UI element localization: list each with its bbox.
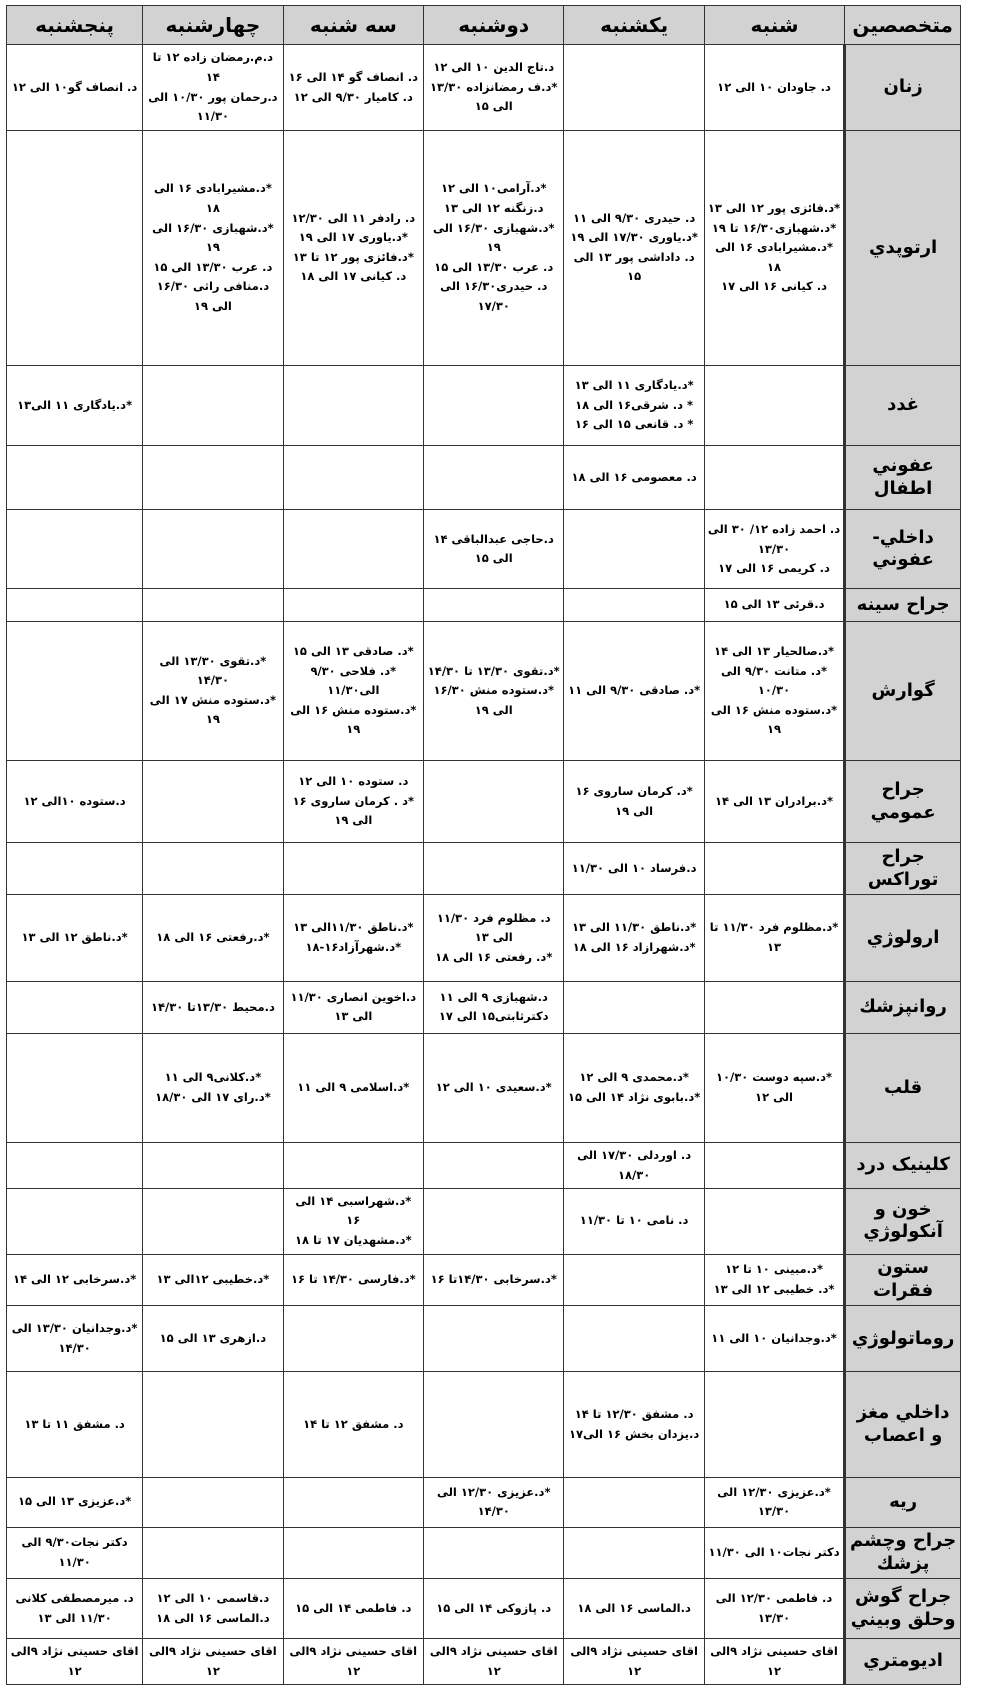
doctor-entry: *د.یادگاری ۱۱ الی۱۳ [17, 397, 133, 412]
schedule-cell-saturday [704, 1188, 844, 1254]
schedule-cell-saturday [704, 446, 844, 510]
schedule-cell-monday [424, 446, 564, 510]
doctor-entry: *د.ستوده منش ۱۶ الی ۱۹ [710, 702, 838, 737]
schedule-cell-sunday [564, 1477, 704, 1527]
schedule-cell-tuesday [283, 895, 423, 982]
schedule-cell-thursday [7, 760, 143, 843]
doctor-entry: *د.ف رمضانزاده ۱۳/۳۰ الی ۱۵ [430, 79, 558, 114]
schedule-cell-monday [424, 1579, 564, 1639]
doctor-entry: دکتر نجات۹/۳۰ الی ۱۱/۳۰ [21, 1535, 128, 1569]
schedule-cell-tuesday [283, 1254, 423, 1306]
schedule-cell-saturday [704, 622, 844, 761]
doctor-entry: د. انصاف گو۱۰ الی ۱۲ [11, 79, 138, 94]
schedule-cell-thursday [7, 589, 143, 622]
schedule-row [7, 1188, 961, 1254]
schedule-cell-tuesday [283, 1477, 423, 1527]
doctor-entry: د.منافی راثی ۱۶/۳۰ الی ۱۹ [156, 279, 270, 313]
header-tuesday: سه شنبه [283, 6, 423, 45]
header-specialists: متخصصین [845, 6, 961, 45]
specialty-label: ارتوپدي [845, 131, 961, 366]
schedule-cell-sunday [564, 1254, 704, 1306]
schedule-cell-sunday [564, 981, 704, 1033]
doctor-entry: *د.یادگاری ۱۱ الی ۱۳ [574, 378, 694, 393]
schedule-cell-saturday [704, 760, 844, 843]
doctor-entry: *د.مظلوم فرد ۱۱/۳۰ تا ۱۳ [709, 920, 839, 955]
schedule-cell-sunday [564, 446, 704, 510]
schedule-cell-thursday [7, 510, 143, 589]
doctor-entry: *د.سعیدی ۱۰ الی ۱۲ [435, 1080, 552, 1095]
doctor-entry: د. انصاف گو ۱۴ الی ۱۶ [288, 69, 419, 84]
schedule-cell-saturday [704, 510, 844, 589]
specialty-label: جراح توراکس [845, 843, 961, 895]
schedule-cell-saturday [704, 1372, 844, 1477]
schedule-cell-tuesday [283, 510, 423, 589]
schedule-cell-wednesday [143, 622, 283, 761]
doctor-entry: *د . کرمان ساروی ۱۶ الی ۱۹ [292, 793, 414, 828]
doctor-entry: *د.تقوی ۱۳/۳۰ تا ۱۴/۳۰ [427, 663, 560, 678]
header-wednesday: چهارشنبه [143, 6, 283, 45]
schedule-cell-thursday [7, 895, 143, 982]
schedule-cell-thursday [7, 1188, 143, 1254]
doctor-entry: د. حیدری۱۶/۳۰ الی ۱۷/۳۰ [440, 279, 548, 313]
doctor-entry: د.الماسی ۱۶ الی ۱۸ [156, 1610, 270, 1625]
doctor-entry: د. ستوده ۱۰ الی ۱۲ [298, 774, 409, 789]
doctor-entry: *د.تقوی ۱۳/۳۰ الی ۱۴/۳۰ [159, 653, 267, 688]
schedule-row [7, 760, 961, 843]
schedule-cell-sunday [564, 760, 704, 843]
schedule-cell-tuesday [283, 1372, 423, 1477]
schedule-cell-tuesday [283, 589, 423, 622]
schedule-cell-sunday [564, 1143, 704, 1189]
schedule-cell-monday [424, 1143, 564, 1189]
doctor-entry: *د.کلانی۹ الی ۱۱ [164, 1070, 262, 1085]
schedule-cell-sunday [564, 1527, 704, 1579]
schedule-cell-saturday [704, 131, 844, 366]
schedule-cell-thursday [7, 843, 143, 895]
doctor-entry: *د. فلاحی ۹/۳۰ الی۱۱/۳۰ [310, 663, 397, 698]
schedule-cell-sunday [564, 1188, 704, 1254]
doctor-entry: د.یزدان بخش ۱۶ الی۱۷ [568, 1426, 700, 1441]
doctor-entry: د. میرمصطفی کلانی ۱۱/۳۰ الی ۱۳ [15, 1591, 134, 1625]
doctor-entry: *د.یاوری ۱۷ الی ۱۹ [298, 230, 408, 245]
schedule-cell-sunday [564, 510, 704, 589]
schedule-cell-thursday [7, 1254, 143, 1306]
schedule-cell-monday [424, 1527, 564, 1579]
doctor-entry: *د.فائزی پور ۱۲ تا ۱۳ [292, 249, 414, 264]
schedule-cell-monday [424, 365, 564, 446]
schedule-cell-wednesday [143, 45, 283, 131]
doctor-entry: *د.وجدانیان ۱۰ الی ۱۱ [711, 1331, 837, 1346]
schedule-cell-saturday [704, 1033, 844, 1143]
doctor-entry: د.شهبازی ۹ الی ۱۱ [439, 989, 548, 1004]
schedule-cell-tuesday [283, 1188, 423, 1254]
schedule-row [7, 131, 961, 366]
doctor-entry: *د. رفعتی ۱۶ الی ۱۸ [435, 949, 553, 964]
schedule-cell-thursday [7, 446, 143, 510]
schedule-cell-thursday [7, 365, 143, 446]
specialty-label: روانپزشك [845, 981, 961, 1033]
specialty-label: ادیومتري [845, 1639, 961, 1685]
schedule-cell-tuesday [283, 981, 423, 1033]
schedule-row [7, 1372, 961, 1477]
doctor-entry: *د.خطیبی ۱۲الی ۱۳ [156, 1272, 270, 1287]
specialty-label: ریه [845, 1477, 961, 1527]
doctor-entry: د.تاج الدین ۱۰ الی ۱۲ [433, 60, 555, 75]
specialty-label: قلب [845, 1033, 961, 1143]
schedule-cell-tuesday [283, 1033, 423, 1143]
doctor-entry: د. عرب ۱۳/۳۰ الی ۱۵ [434, 259, 554, 274]
doctor-entry: د. فاطمی ۱۲/۳۰ الی ۱۳/۳۰ [715, 1591, 833, 1625]
doctor-entry: *د.ستوده منش ۱۶/۳۰ الی ۱۹ [433, 683, 554, 717]
header-sunday: یکشنبه [564, 6, 704, 45]
schedule-row [7, 1143, 961, 1189]
schedule-cell-monday [424, 1254, 564, 1306]
specialty-label: داخلي- عفوني [845, 510, 961, 589]
specialty-label: روماتولوژي [845, 1306, 961, 1372]
schedule-cell-saturday [704, 45, 844, 131]
schedule-cell-tuesday [283, 446, 423, 510]
doctor-entry: د.زنگنه ۱۲ الی ۱۳ [443, 201, 544, 215]
schedule-cell-wednesday [143, 589, 283, 622]
doctor-entry: د. نامی ۱۰ تا ۱۱/۳۰ [579, 1213, 689, 1228]
doctor-entry: د.الماسی ۱۶ الی ۱۸ [577, 1600, 691, 1615]
doctor-entry: د. احمد زاده ۱۲/ ۳۰ الی ۱۳/۳۰ [707, 521, 841, 556]
doctor-entry: د. داداشی پور ۱۳ الی ۱۵ [573, 249, 695, 284]
doctor-entry: *د.ستوده منش ۱۶ الی ۱۹ [290, 702, 417, 737]
schedule-cell-tuesday [283, 1306, 423, 1372]
doctor-entry: *د.شهبازی۱۶/۳۰ تا ۱۹ [711, 220, 837, 235]
doctor-entry: *د.شهرآزاد۱۶-۱۸ [305, 940, 402, 955]
specialty-label: گوارش [845, 622, 961, 761]
schedule-cell-wednesday [143, 1477, 283, 1527]
schedule-cell-monday [424, 589, 564, 622]
header-row [7, 6, 961, 45]
schedule-row [7, 45, 961, 131]
schedule-cell-monday [424, 1477, 564, 1527]
doctor-entry: *د.سپه دوست ۱۰/۳۰ الی ۱۲ [715, 1070, 833, 1104]
doctor-entry: *د.بابوی نژاد ۱۴ الی ۱۵ [567, 1089, 701, 1104]
schedule-cell-wednesday [143, 895, 283, 982]
doctor-entry: د. پازوکی ۱۴ الی ۱۵ [436, 1600, 552, 1615]
doctor-entry: *د.ستوده منش ۱۷ الی ۱۹ [149, 692, 277, 727]
schedule-row [7, 589, 961, 622]
schedule-cell-monday [424, 981, 564, 1033]
schedule-cell-wednesday [143, 1254, 283, 1306]
doctor-entry: *د.عزیزی ۱۳ الی ۱۵ [17, 1494, 132, 1509]
specialty-label: جراح عمومي [845, 760, 961, 843]
doctor-entry: د.م.رمضان زاده ۱۲ تا ۱۴ [152, 50, 274, 84]
schedule-body [7, 45, 961, 1685]
schedule-cell-thursday [7, 1477, 143, 1527]
doctor-entry: *د.شهبازی ۱۶/۳۰ الی ۱۹ [432, 220, 555, 255]
schedule-row [7, 1527, 961, 1579]
doctor-entry: *د. متانت ۹/۳۰ الی ۱۰/۳۰ [720, 663, 828, 698]
schedule-cell-sunday [564, 1372, 704, 1477]
schedule-cell-wednesday [143, 981, 283, 1033]
schedule-cell-monday [424, 1033, 564, 1143]
doctor-entry: د. جاودان ۱۰ الی ۱۲ [717, 79, 831, 94]
doctor-entry: اقای حسینی نژاد ۹الی ۱۲ [149, 1644, 277, 1678]
doctor-entry: *د.برادران ۱۳ الی ۱۴ [715, 793, 834, 808]
schedule-cell-sunday [564, 1639, 704, 1685]
doctor-entry: *د.صالحیار ۱۳ الی ۱۴ [714, 644, 835, 659]
schedule-cell-wednesday [143, 1143, 283, 1189]
doctor-entry: *د.محمدی ۹ الی ۱۲ [579, 1070, 689, 1085]
doctor-entry: *د.فارسی ۱۴/۳۰ تا ۱۶ [290, 1272, 416, 1287]
doctor-entry: *د.مشهدیان ۱۷ تا ۱۸ [295, 1232, 412, 1247]
schedule-cell-monday [424, 1372, 564, 1477]
schedule-cell-tuesday [283, 1143, 423, 1189]
schedule-cell-saturday [704, 1527, 844, 1579]
schedule-cell-tuesday [283, 843, 423, 895]
doctor-entry: *د.عزیزی ۱۲/۳۰ الی ۱۴/۳۰ [436, 1484, 551, 1519]
doctor-entry: دکترثابتی۱۵ الی ۱۷ [438, 1009, 549, 1024]
schedule-cell-tuesday [283, 365, 423, 446]
doctor-entry: *د.ناطق ۱۲ الی ۱۳ [21, 930, 128, 945]
specialty-label: جراح وچشم پزشك [845, 1527, 961, 1579]
doctor-entry: د.فرساد ۱۰ الی ۱۱/۳۰ [571, 860, 697, 875]
schedule-cell-wednesday [143, 843, 283, 895]
schedule-cell-saturday [704, 981, 844, 1033]
doctor-entry: د. اوردلی ۱۷/۳۰ الی ۱۸/۳۰ [577, 1147, 692, 1182]
schedule-cell-wednesday [143, 1306, 283, 1372]
doctor-entry: *د.ناطق ۱۱/۳۰ الی ۱۳ [571, 920, 697, 935]
schedule-cell-tuesday [283, 1639, 423, 1685]
doctor-entry: *د.رفعتی ۱۶ الی ۱۸ [156, 930, 270, 945]
doctor-entry: د. مشفق ۱۲/۳۰ تا ۱۴ [574, 1407, 694, 1422]
schedule-cell-monday [424, 1306, 564, 1372]
doctor-entry: *د.عزیزی ۱۲/۳۰ الی ۱۳/۳۰ [717, 1484, 831, 1519]
schedule-cell-monday [424, 760, 564, 843]
schedule-cell-wednesday [143, 1639, 283, 1685]
doctor-entry: د.اخوین انصاری ۱۱/۳۰ الی ۱۳ [290, 989, 417, 1024]
specialty-label: جراح گوش وحلق وبيني [845, 1579, 961, 1639]
specialty-label: کلینیک درد [845, 1143, 961, 1189]
schedule-cell-thursday [7, 1579, 143, 1639]
schedule-cell-tuesday [283, 131, 423, 366]
doctor-entry: د. عرب ۱۳/۳۰ الی ۱۵ [153, 259, 273, 274]
schedule-cell-thursday [7, 1306, 143, 1372]
schedule-cell-saturday [704, 1254, 844, 1306]
doctor-entry: د. مظلوم فرد ۱۱/۳۰ الی ۱۳ [436, 910, 551, 945]
schedule-cell-tuesday [283, 1579, 423, 1639]
schedule-cell-wednesday [143, 1372, 283, 1477]
schedule-cell-sunday [564, 45, 704, 131]
doctor-entry: د. مشفق ۱۲ تا ۱۴ [303, 1416, 404, 1431]
doctor-entry: *د. صادقی ۹/۳۰ الی ۱۱ [568, 683, 701, 698]
schedule-cell-sunday [564, 1579, 704, 1639]
schedule-cell-thursday [7, 45, 143, 131]
specialty-label: داخلي مغز و اعصاب [845, 1372, 961, 1477]
schedule-cell-tuesday [283, 45, 423, 131]
schedule-cell-thursday [7, 1372, 143, 1477]
header-saturday: شنبه [704, 6, 844, 45]
schedule-cell-wednesday [143, 1188, 283, 1254]
schedule-cell-wednesday [143, 1579, 283, 1639]
specialty-label: ستون فقرات [845, 1254, 961, 1306]
schedule-cell-wednesday [143, 131, 283, 366]
schedule-cell-wednesday [143, 1033, 283, 1143]
schedule-cell-sunday [564, 622, 704, 761]
doctor-entry: * د. قانعی ۱۵ الی ۱۶ [574, 417, 694, 432]
schedule-cell-tuesday [283, 1527, 423, 1579]
schedule-cell-monday [424, 895, 564, 982]
schedule-row [7, 510, 961, 589]
doctor-entry: اقای حسینی نژاد ۹الی ۱۲ [289, 1644, 418, 1678]
schedule-cell-monday [424, 45, 564, 131]
schedule-cell-sunday [564, 843, 704, 895]
header-thursday: پنجشنبه [7, 6, 143, 45]
doctor-entry: د. کیانی ۱۷ الی ۱۸ [300, 269, 407, 284]
schedule-cell-thursday [7, 1639, 143, 1685]
doctor-entry: *د.آرامی۱۰ الی ۱۲ [440, 181, 547, 196]
doctor-entry: *د.یاوری ۱۷/۳۰ الی ۱۹ [570, 230, 698, 245]
doctor-entry: *د.شهراسبی ۱۴ الی ۱۶ [295, 1193, 412, 1228]
schedule-row [7, 622, 961, 761]
schedule-cell-tuesday [283, 622, 423, 761]
doctor-entry: *د.وجدانیان ۱۳/۳۰ الی ۱۴/۳۰ [11, 1321, 138, 1355]
doctor-entry: *د.شهبازی ۱۶/۳۰ الی ۱۹ [152, 220, 274, 255]
doctor-entry: د.قاسمی ۱۰ الی ۱۲ [156, 1591, 270, 1606]
schedule-cell-thursday [7, 1033, 143, 1143]
doctor-entry: د. حیدری ۹/۳۰ الی ۱۱ [572, 210, 696, 225]
schedule-cell-tuesday [283, 760, 423, 843]
doctor-entry: د. کامیار ۹/۳۰ الی ۱۲ [293, 89, 413, 104]
schedule-row [7, 446, 961, 510]
schedule-cell-sunday [564, 131, 704, 366]
doctor-entry: اقای حسینی نژاد ۹الی ۱۲ [710, 1644, 838, 1678]
specialty-label: ارولوژي [845, 895, 961, 982]
schedule-cell-wednesday [143, 446, 283, 510]
schedule-row [7, 1254, 961, 1306]
doctor-entry: د. رادفر ۱۱ الی ۱۲/۳۰ [291, 210, 416, 225]
schedule-cell-wednesday [143, 760, 283, 843]
doctor-entry: دکتر نجات۱۰ الی ۱۱/۳۰ [708, 1545, 840, 1560]
schedule-cell-saturday [704, 895, 844, 982]
schedule-cell-saturday [704, 1143, 844, 1189]
doctor-entry: د.ازهری ۱۳ الی ۱۵ [159, 1331, 267, 1346]
schedule-row [7, 981, 961, 1033]
doctor-entry: *د.سرخابی ۱۲ الی ۱۴ [12, 1272, 137, 1287]
doctor-entry: د. کیانی ۱۶ الی ۱۷ [721, 279, 827, 294]
schedule-row [7, 1579, 961, 1639]
schedule-cell-thursday [7, 131, 143, 366]
schedule-cell-wednesday [143, 510, 283, 589]
schedule-row [7, 1033, 961, 1143]
doctor-entry: د.حاجی عبدالباقی ۱۴ الی ۱۵ [433, 531, 554, 566]
doctor-entry: د. معصومی ۱۶ الی ۱۸ [571, 470, 697, 485]
schedule-cell-monday [424, 510, 564, 589]
schedule-cell-thursday [7, 981, 143, 1033]
schedule-row [7, 1306, 961, 1372]
doctor-entry: *د.مشیرابادی ۱۶ الی ۱۸ [153, 181, 272, 215]
schedule-cell-wednesday [143, 365, 283, 446]
schedule-cell-saturday [704, 1579, 844, 1639]
doctor-entry: *د.مبینی ۱۰ تا ۱۲ [725, 1262, 823, 1277]
schedule-row [7, 1639, 961, 1685]
schedule-row [7, 895, 961, 982]
specialty-label: غدد [845, 365, 961, 446]
schedule-cell-saturday [704, 1477, 844, 1527]
specialty-label: خون و آنکولوژي [845, 1188, 961, 1254]
schedule-cell-sunday [564, 1033, 704, 1143]
doctor-entry: *د. کرمان ساروی ۱۶ الی ۱۹ [575, 784, 693, 818]
doctor-entry: *د.فائزی پور ۱۲ الی ۱۳ [707, 201, 841, 215]
schedule-cell-saturday [704, 365, 844, 446]
schedule-cell-sunday [564, 895, 704, 982]
schedule-cell-wednesday [143, 1527, 283, 1579]
doctor-entry: *د.سرخابی ۱۴/۳۰تا ۱۶ [430, 1272, 557, 1287]
doctor-entry: د. کریمی ۱۶ الی ۱۷ [718, 561, 830, 576]
doctor-entry: * د. شرقی۱۶ الی ۱۸ [575, 397, 694, 412]
doctor-entry: *د. خطیبی ۱۲ الی ۱۳ [713, 1281, 835, 1296]
schedule-cell-monday [424, 131, 564, 366]
header-monday: دوشنبه [424, 6, 564, 45]
schedule-cell-monday [424, 622, 564, 761]
specialty-label: زنان [845, 45, 961, 131]
schedule-cell-sunday [564, 589, 704, 622]
doctor-entry: *د. صادقی ۱۳ الی ۱۵ [292, 644, 414, 659]
schedule-cell-saturday [704, 1639, 844, 1685]
schedule-row [7, 365, 961, 446]
doctor-entry: اقای حسینی نژاد ۹الی ۱۲ [429, 1644, 558, 1678]
schedule-row [7, 1477, 961, 1527]
schedule-cell-thursday [7, 622, 143, 761]
schedule-cell-saturday [704, 589, 844, 622]
schedule-cell-sunday [564, 1306, 704, 1372]
schedule-cell-monday [424, 1639, 564, 1685]
schedule-cell-monday [424, 843, 564, 895]
doctor-entry: د.ستوده ۱۰الی ۱۲ [23, 793, 126, 808]
doctor-entry: د.رحمان پور ۱۰/۳۰ الی ۱۱/۳۰ [148, 89, 278, 124]
doctor-entry: د. فاطمی ۱۴ الی ۱۵ [295, 1600, 412, 1615]
schedule-cell-monday [424, 1188, 564, 1254]
schedule-cell-thursday [7, 1527, 143, 1579]
schedule-row [7, 843, 961, 895]
schedule-cell-saturday [704, 843, 844, 895]
doctor-entry: *د.شهرازاد ۱۶ الی ۱۸ [572, 940, 696, 955]
schedule-cell-thursday [7, 1143, 143, 1189]
doctor-entry: اقای حسینی نژاد ۹الی ۱۲ [10, 1644, 139, 1678]
doctor-entry: د. مشفق ۱۱ تا ۱۳ [24, 1416, 125, 1431]
schedule-cell-sunday [564, 365, 704, 446]
doctor-entry: اقای حسینی نژاد ۹الی ۱۲ [570, 1644, 698, 1678]
specialty-label: عفوني اطفال [845, 446, 961, 510]
doctor-entry: *د.مشیرابادی ۱۶ الی ۱۸ [715, 240, 833, 274]
doctor-entry: د.محیط ۱۳/۳۰تا ۱۴/۳۰ [150, 999, 275, 1014]
doctor-entry: *د.ناطق ۱۱/۳۰الی ۱۳ [293, 920, 414, 935]
doctor-entry: *د.اسلامی ۹ الی ۱۱ [297, 1080, 410, 1095]
schedule-cell-saturday [704, 1306, 844, 1372]
doctor-entry: *د.رای ۱۷ الی ۱۸/۳۰ [155, 1089, 271, 1104]
specialty-label: جراح سینه [845, 589, 961, 622]
doctor-entry: د.قرئی ۱۳ الی ۱۵ [723, 597, 825, 612]
clinic-schedule-table [6, 5, 961, 1685]
